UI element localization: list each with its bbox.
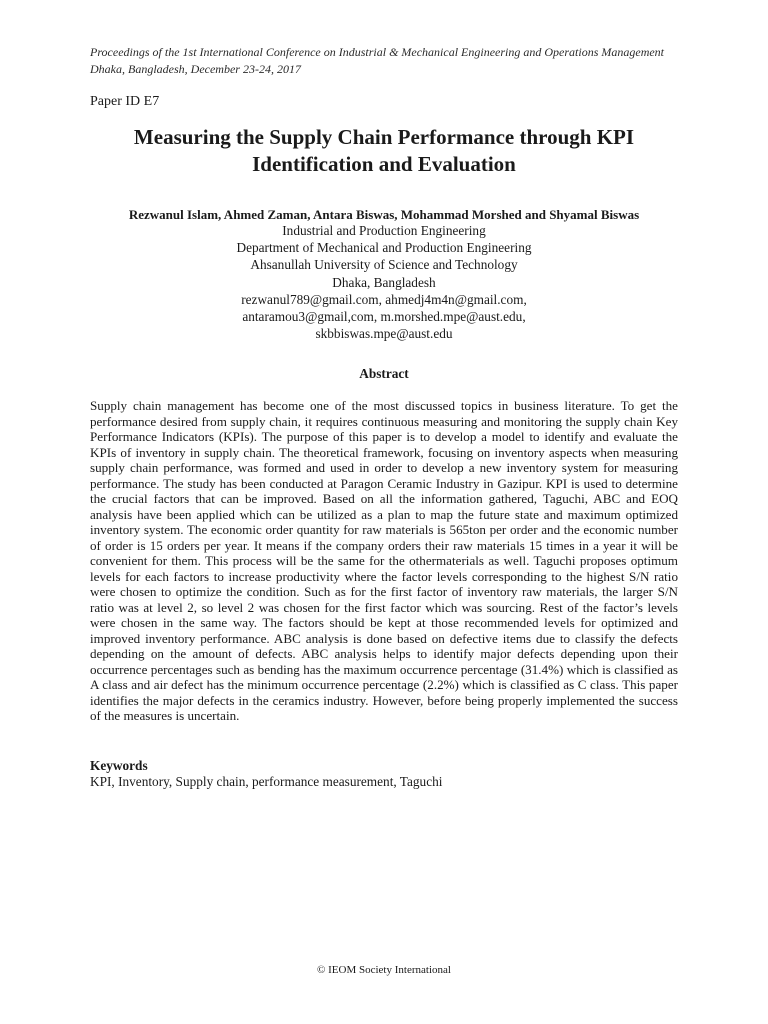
affiliation-line: Dhaka, Bangladesh xyxy=(332,274,436,290)
affiliation-line: Department of Mechanical and Production Engineering xyxy=(236,240,532,256)
author-emails: rezwanul789@gmail.com, ahmedj4m4n@gmail.com, xyxy=(241,291,527,307)
paper-title: Measuring the Supply Chain Performance through KPI Identification and Evaluation xyxy=(133,125,635,176)
abstract-text: Supply chain management has become one of the most discussed topics in business literature. To get the performance desired from supply chain, it requires continuous measuring and monitoring the supply chain Key Performance Indicators (KPIs). The purpose of this paper is to develop a model to identify and evaluate the KPIs of inventory in supply chain. The theoretical framework, focusing on inventory aspects when measuring supply chain performance, was formed and used in order to develop a new inventory system for measuring performance. The study has been conducted at Paragon Ceramic Industry in Gazipur. KPI is used to determine the crucial factors that can be improved. Based on all the information gathered, Taguchi, ABC and EOQ analysis have been applied which can be utilized as a plan to map the future state and maximum optimized inventory system. The economic order quantity for raw materials is 565ton per order and the economic number of order is 15 orders per year. It means if the company orders their raw materials 15 times in a year it will be convenient for them. This process will be the same for the othermaterials as well. Taguchi proposes optimum levels for each factors to increase productivity where the factor levels corresponding to the highest S/N ratio were chosen to optimize the condition. Such as for the first factor of inventory raw materials, the larger S/N ratio was at level 2, so level 2 was chosen for the first factor which was sourcing. Rest of the factor’s levels were chosen in the same way. The factors should be kept at those recommended levels for optimized and improved inventory performance. ABC analysis is done based on defective items due to classify the defects depending on the amount of defects. ABC analysis helps to identify major defects depending upon their occurrence percentages such as bending has the maximum occurrence percentage (31.4%) which is classified as A class and air defect has the minimum occurrence percentage (2.2%) which is classified as C class. This paper identifies the major defects in the ceramics industry. However, before being properly implemented the success of the measures is uncertain. xyxy=(90,398,678,723)
header-location-date: Dhaka, Bangladesh, December 23-24, 2017 xyxy=(90,62,301,76)
keywords-heading: Keywords xyxy=(90,758,148,773)
paper-id: Paper ID E7 xyxy=(90,94,160,109)
keywords-text: KPI, Inventory, Supply chain, performance measurement, Taguchi xyxy=(90,774,443,789)
proceedings-header xyxy=(90,44,710,78)
author-emails: antaramou3@gmail,com, m.morshed.mpe@aust.edu, xyxy=(242,309,526,325)
affiliation-line: Industrial and Production Engineering xyxy=(282,223,486,238)
author-list: Rezwanul Islam, Ahmed Zaman, Antara Biswas, Mohammad Morshed and Shyamal Biswas xyxy=(128,207,640,222)
affiliation-line: Ahsanullah University of Science and Technology xyxy=(250,257,518,273)
copyright-footer: © IEOM Society International xyxy=(317,964,451,976)
abstract-heading: Abstract xyxy=(359,366,409,381)
affiliation-block xyxy=(90,222,678,342)
author-emails: skbbiswas.mpe@aust.edu xyxy=(315,326,453,342)
header-conference: Proceedings of the 1st International Conference on Industrial & Mechanical Engineering and Operations Management xyxy=(90,45,665,59)
